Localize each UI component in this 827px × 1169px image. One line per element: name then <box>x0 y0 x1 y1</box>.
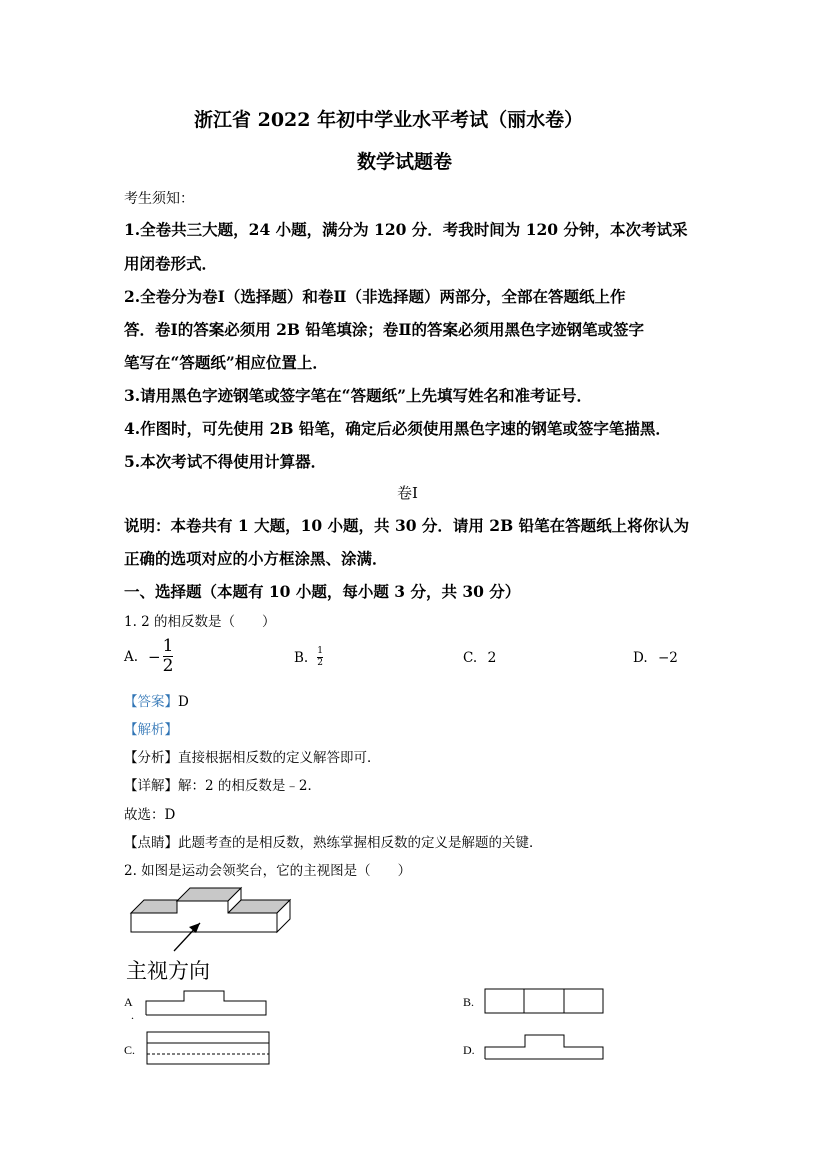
podium-figure <box>128 885 298 955</box>
q1-option-c <box>463 650 496 666</box>
notice-line-5: 笔写在“答题纸”相应位置上． <box>124 353 328 372</box>
q2-stem: 2. 如图是运动会领奖台，它的主视图是（ ） <box>124 863 412 879</box>
q1-option-d-label: D. <box>633 650 648 666</box>
q1-option-a-label: A. <box>124 648 139 665</box>
q1-answer <box>124 690 189 710</box>
notice-line-8: 5.本次考试不得使用计算器． <box>124 452 327 471</box>
q2-option-a-figure <box>145 989 270 1019</box>
q1-answer-value: D <box>178 694 189 710</box>
volume-label: 卷Ⅰ <box>397 484 418 502</box>
q1-option-b-numerator: 1 <box>317 646 323 656</box>
q2-option-b-figure <box>484 988 606 1016</box>
q1-dianjing: 【点睛】此题考查的是相反数，熟练掌握相反数的定义是解题的关键． <box>124 835 543 851</box>
q2-option-c-label: C. <box>124 1043 136 1057</box>
q1-stem: 1. 2 的相反数是（ ） <box>124 614 276 630</box>
q1-option-d-value: −2 <box>657 650 678 666</box>
q2-option-c-figure <box>146 1031 272 1067</box>
q1-answer-tag: 【答案】 <box>124 694 178 710</box>
q2-option-a-dot: . <box>131 1008 134 1022</box>
q2-option-a-label: A <box>124 995 133 1009</box>
notice-line-4: 答．卷Ⅰ的答案必须用 2B 铅笔填涂；卷Ⅱ的答案必须用黑色字迹钢笔或签字 <box>124 320 644 339</box>
volume-desc-1: 说明：本卷共有 1 大题，10 小题，共 30 分．请用 2B 铅笔在答题纸上将你认为 <box>124 516 690 535</box>
volume-desc-2: 正确的选项对应的小方框涂黑、涂满． <box>124 549 388 568</box>
q2-option-d-label: D. <box>463 1043 475 1057</box>
notice-line-6: 3.请用黑色字迹钢笔或签字笔在“答题纸”上先填写姓名和准考证号． <box>124 386 593 405</box>
notice-line-2: 用闭卷形式． <box>124 254 218 273</box>
notice-line-1: 1.全卷共三大题，24 小题，满分为 120 分．考我时间为 120 分钟，本次考试采 <box>124 220 688 239</box>
q1-option-a-sign: − <box>148 647 161 666</box>
q1-option-c-value: 2 <box>487 650 497 666</box>
q2-option-d-figure <box>484 1033 606 1063</box>
q1-option-c-label: C. <box>463 650 478 666</box>
q1-analysis-tag: 【解析】 <box>124 722 178 738</box>
page-subtitle: 数学试题卷 <box>357 151 453 173</box>
q1-xiangjie: 【详解】解：2 的相反数是﹣2． <box>124 778 321 794</box>
q1-option-a <box>124 638 173 675</box>
notice-line-3: 2.全卷分为卷Ⅰ（选择题）和卷Ⅱ（非选择题）两部分，全部在答题纸上作 <box>124 287 626 306</box>
q1-option-b-label: B. <box>294 649 309 666</box>
q1-option-b <box>294 647 323 668</box>
notice-heading: 考生须知： <box>124 191 194 207</box>
q1-guxuan: 故选：D <box>124 807 176 823</box>
page-title: 浙江省 2022 年初中学业水平考试（丽水卷） <box>194 109 584 131</box>
q1-fenxi: 【分析】直接根据相反数的定义解答即可． <box>124 750 381 766</box>
q1-option-a-numerator: 1 <box>162 636 174 656</box>
q1-option-b-fraction <box>317 647 323 668</box>
q1-option-a-fraction <box>163 638 174 675</box>
q2-option-b-label: B. <box>463 995 475 1009</box>
view-direction-label: 主视方向 <box>126 959 210 983</box>
notice-line-7: 4.作图时，可先使用 2B 铅笔，确定后必须使用黑色字速的钢笔或签字笔描黑． <box>124 419 671 438</box>
q1-option-b-denominator: 2 <box>317 658 323 668</box>
q1-option-d <box>633 650 678 666</box>
q1-option-a-denominator: 2 <box>162 656 174 676</box>
section-1-title: 一、选择题（本题有 10 小题，每小题 3 分，共 30 分） <box>124 582 521 601</box>
